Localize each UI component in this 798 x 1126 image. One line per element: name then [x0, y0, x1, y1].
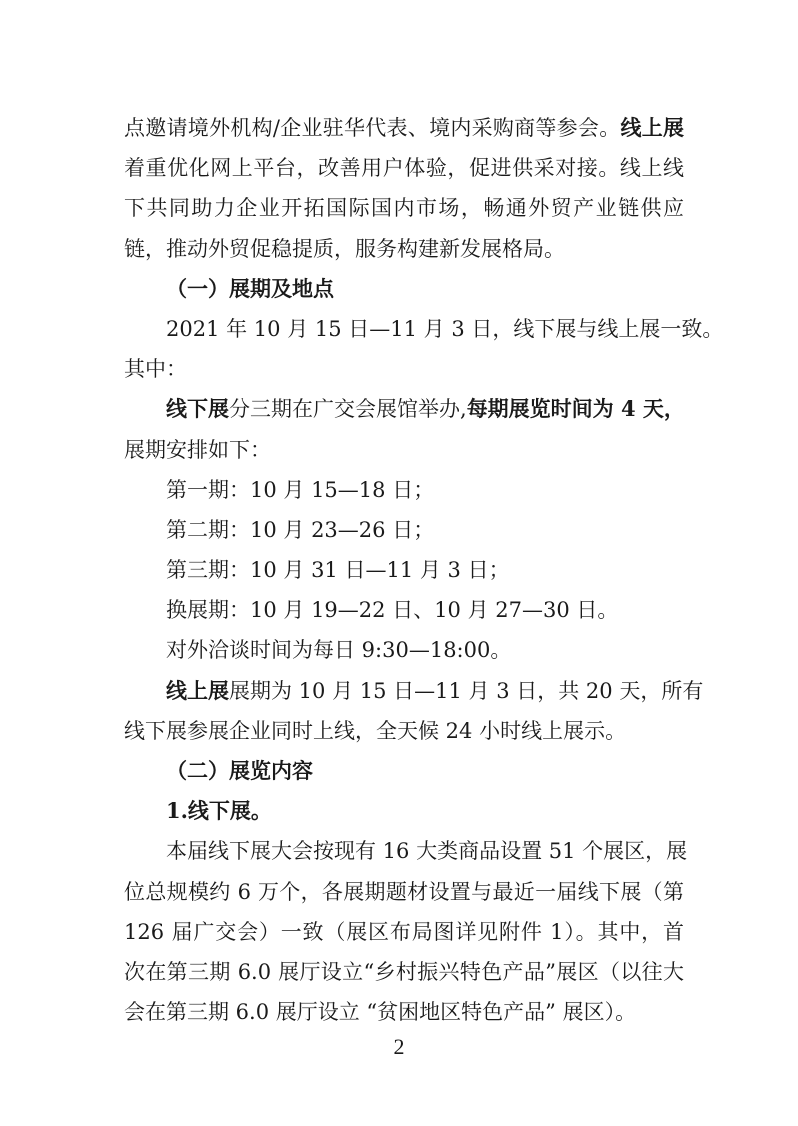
schedule-item-4: 换展期：10 月 19—22 日、10 月 27—30 日。	[166, 598, 619, 623]
bold-text-run: 线上展	[166, 677, 229, 703]
paragraph-4-line-2: 线下展参展企业同时上线，全天候 24 小时线上展示。	[124, 718, 627, 743]
paragraph-5-line-1: 本届线下展大会按现有 16 大类商品设置 51 个展区，展	[166, 839, 688, 864]
paragraph-1-line-4: 链，推动外贸促稳提质，服务构建新发展格局。	[124, 236, 565, 261]
text-run: 点邀请境外机构/企业驻华代表、境内采购商等参会。	[124, 116, 621, 140]
section-heading-1: （一）展期及地点	[166, 275, 334, 301]
paragraph-5-line-4: 次在第三期 6.0 展厅设立“乡村振兴特色产品”展区（以往大	[124, 959, 684, 984]
text-run: 展期为 10 月 15 日—11 月 3 日，共 20 天，所有	[229, 678, 704, 703]
paragraph-5-line-2: 位总规模约 6 万个，各展期题材设置与最近一届线下展（第	[124, 879, 684, 904]
page-number: 2	[393, 1034, 405, 1059]
paragraph-3-line-2: 展期安排如下：	[124, 437, 271, 462]
subsection-heading-1: 1.线下展。	[166, 798, 272, 824]
schedule-item-1: 第一期：10 月 15—18 日；	[166, 477, 435, 502]
paragraph-3-line-1	[124, 389, 684, 429]
paragraph-5-line-3: 126 届广交会）一致（展区布局图详见附件 1）。其中，首	[124, 919, 684, 944]
paragraph-1-line-2: 着重优化网上平台，改善用户体验，促进供采对接。线上线	[124, 156, 684, 181]
paragraph-5-line-5: 会在第三期 6.0 展厅设立 “贫困地区特色产品” 展区）。	[124, 1000, 637, 1025]
paragraph-4-line-1	[124, 671, 704, 711]
section-heading-2: （二）展览内容	[166, 758, 313, 783]
schedule-item-5: 对外洽谈时间为每日 9:30—18:00。	[166, 638, 512, 663]
paragraph-2-line-2: 其中：	[124, 357, 187, 382]
schedule-item-3: 第三期：10 月 31 日—11 月 3 日；	[166, 558, 510, 583]
body-text	[124, 108, 724, 1032]
paragraph-1-line-3: 下共同助力企业开拓国际国内市场，畅通外贸产业链供应	[124, 196, 684, 221]
paragraph-1-line-1	[124, 108, 684, 148]
schedule-item-2: 第二期：10 月 23—26 日；	[166, 517, 435, 542]
bold-text-run: 线上展	[620, 115, 685, 140]
bold-text-run: 每期展览时间为 4 天，	[466, 396, 685, 422]
paragraph-2-line-1: 2021 年 10 月 15 日—11 月 3 日，线下展与线上展一致。	[166, 316, 724, 341]
text-run: 分三期在广交会展馆举办,	[229, 397, 467, 422]
bold-text-run: 线下展	[166, 396, 229, 422]
